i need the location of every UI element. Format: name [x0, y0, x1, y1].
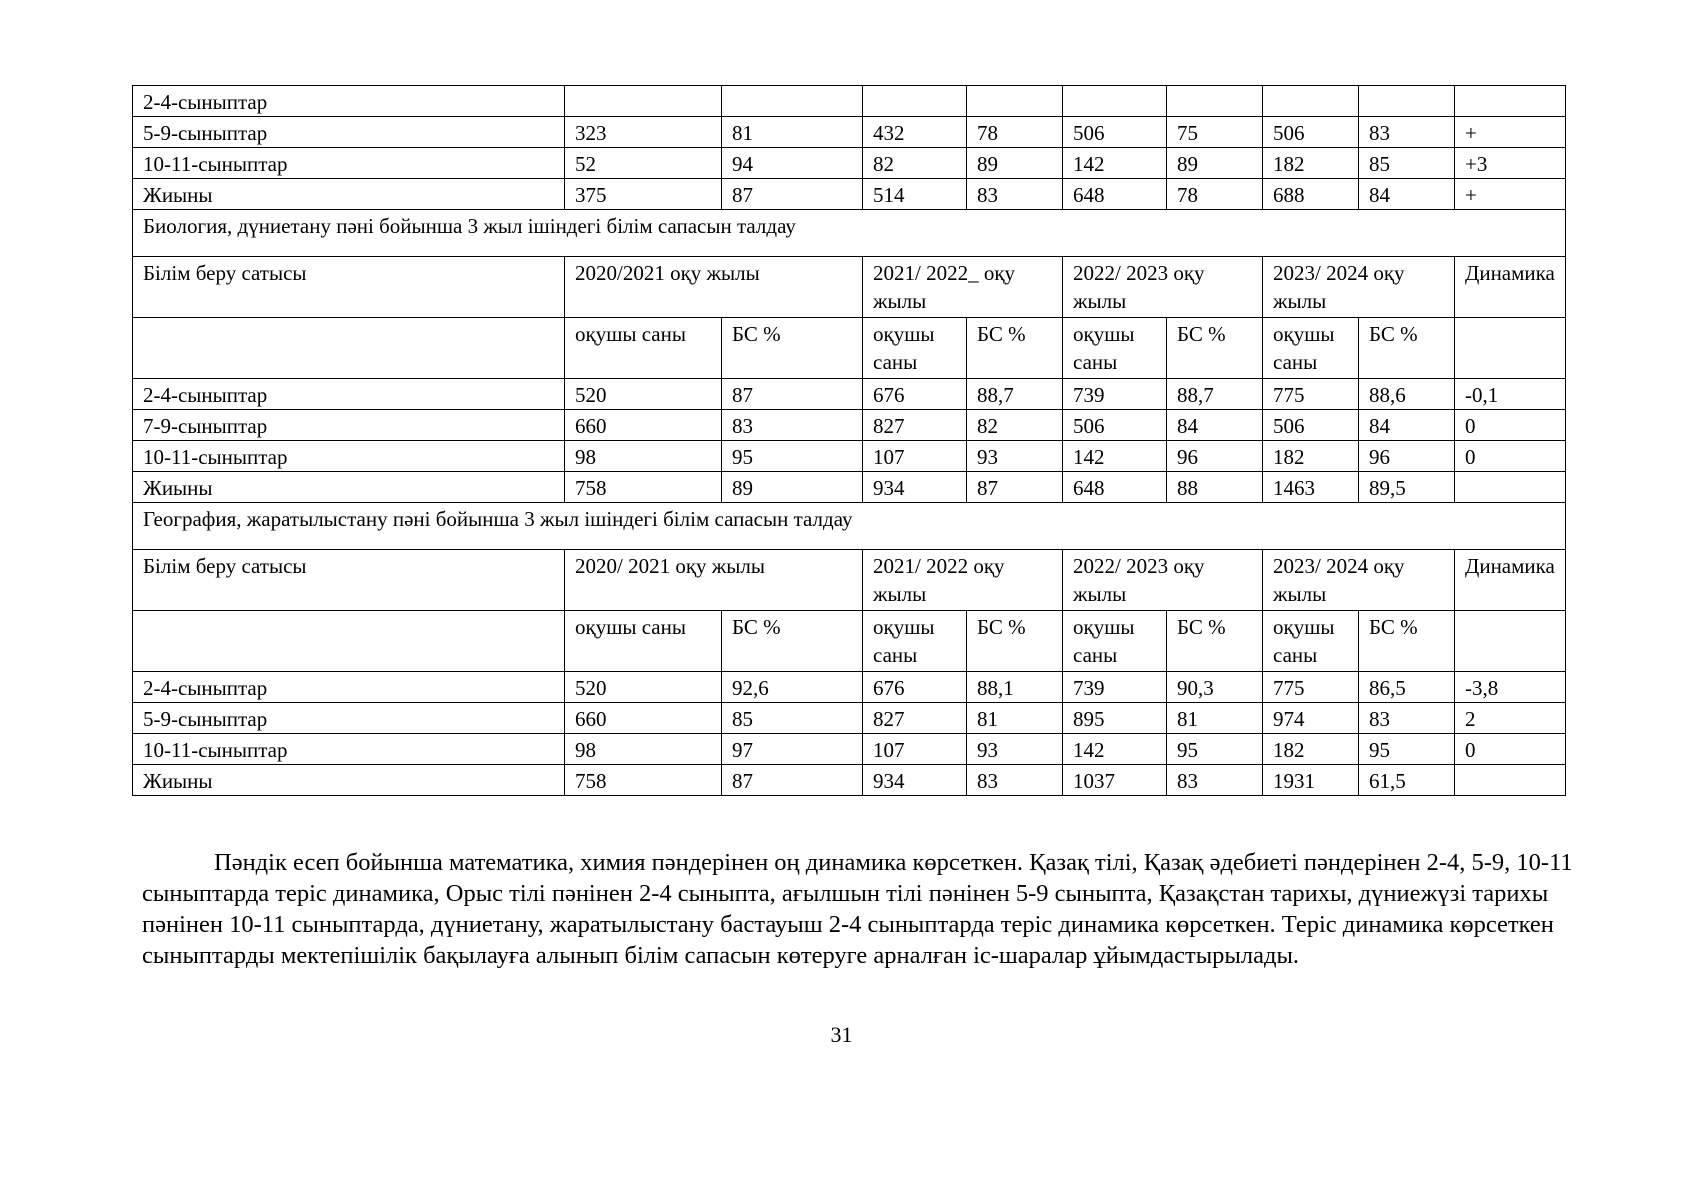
value-cell: 506 — [1263, 410, 1359, 441]
value-cell: 83 — [1359, 703, 1455, 734]
table-row — [133, 703, 1566, 734]
value-cell: 323 — [565, 117, 722, 148]
year-header: 2020/2021 оқу жылы — [565, 257, 863, 318]
value-cell: 758 — [565, 765, 722, 796]
subheader: БС % — [722, 611, 863, 672]
stage-header: Білім беру сатысы — [133, 257, 565, 318]
value-cell: + — [1455, 179, 1566, 210]
year-header: 2020/ 2021 оқу жылы — [565, 550, 863, 611]
value-cell: 85 — [722, 703, 863, 734]
row-label-cell: 5-9-сыныптар — [133, 117, 565, 148]
value-cell — [1359, 86, 1455, 117]
section-title-row — [133, 503, 1566, 550]
value-cell: 676 — [863, 672, 967, 703]
value-cell: 89 — [722, 472, 863, 503]
value-cell: 98 — [565, 441, 722, 472]
summary-paragraph: Пәндік есеп бойынша математика, химия пәндерінен оң динамика көрсеткен. Қазақ тілі, Қазақ әдебиеті пәндерінен 2-4, 5-9, 10-11 сыныптарда теріс динамика, Орыс тілі пәнінен 2-4 сыныпта, ағылшын тілі пәнінен 5-9 сыныпта, Қазақстан тарихы, дүниежүзі тарихы пәнінен 10-11 сыныптарда, дүниетану, жаратылыстану бастауыш 2-4 сыныптарда теріс динамика көрсеткен. Теріс динамика көрсеткен сыныптарды мектепішілік бақылауға алынып білім сапасын көтеруге арналған іс-шаралар ұйымдастырылады. — [142, 849, 1573, 969]
value-cell: 87 — [722, 179, 863, 210]
empty-cell — [1455, 318, 1566, 379]
value-cell: 827 — [863, 703, 967, 734]
value-cell: 82 — [863, 148, 967, 179]
value-cell: 660 — [565, 703, 722, 734]
subheader: БС % — [967, 611, 1063, 672]
value-cell: 1037 — [1063, 765, 1167, 796]
value-cell: 87 — [722, 765, 863, 796]
value-cell: 648 — [1063, 472, 1167, 503]
value-cell — [565, 86, 722, 117]
value-cell: 83 — [967, 765, 1063, 796]
value-cell: 84 — [1359, 410, 1455, 441]
value-cell: 88,7 — [967, 379, 1063, 410]
subheader-row — [133, 318, 1566, 379]
row-label-cell: 7-9-сыныптар — [133, 410, 565, 441]
row-label-cell: 5-9-сыныптар — [133, 703, 565, 734]
dynamics-header: Динамика — [1455, 257, 1566, 318]
value-cell: 90,3 — [1167, 672, 1263, 703]
table-row — [133, 765, 1566, 796]
value-cell: 83 — [967, 179, 1063, 210]
value-cell — [863, 86, 967, 117]
year-header-row — [133, 257, 1566, 318]
value-cell — [1063, 86, 1167, 117]
year-header: 2021/ 2022_ оқу жылы — [863, 257, 1063, 318]
value-cell — [1455, 765, 1566, 796]
value-cell — [1167, 86, 1263, 117]
value-cell: 96 — [1359, 441, 1455, 472]
table-row — [133, 179, 1566, 210]
value-cell: -3,8 — [1455, 672, 1566, 703]
subheader: БС % — [1167, 318, 1263, 379]
empty-cell — [1455, 611, 1566, 672]
value-cell: 934 — [863, 472, 967, 503]
value-cell: 827 — [863, 410, 967, 441]
subheader: БС % — [1359, 611, 1455, 672]
value-cell: 84 — [1167, 410, 1263, 441]
value-cell — [1455, 472, 1566, 503]
value-cell: + — [1455, 117, 1566, 148]
row-label-cell: Жиыны — [133, 472, 565, 503]
value-cell: 93 — [967, 441, 1063, 472]
year-header: 2023/ 2024 оқу жылы — [1263, 257, 1455, 318]
value-cell: 97 — [722, 734, 863, 765]
value-cell: 61,5 — [1359, 765, 1455, 796]
subheader: оқушы саны — [1063, 611, 1167, 672]
value-cell: 520 — [565, 672, 722, 703]
value-cell: 88 — [1167, 472, 1263, 503]
value-cell: 98 — [565, 734, 722, 765]
analysis-table — [132, 85, 1566, 796]
value-cell: 83 — [722, 410, 863, 441]
value-cell: 739 — [1063, 379, 1167, 410]
value-cell: 87 — [967, 472, 1063, 503]
value-cell: 0 — [1455, 734, 1566, 765]
value-cell: 95 — [1359, 734, 1455, 765]
value-cell: 93 — [967, 734, 1063, 765]
table-row — [133, 472, 1566, 503]
year-header-row — [133, 550, 1566, 611]
table-row — [133, 734, 1566, 765]
value-cell: 142 — [1063, 734, 1167, 765]
value-cell: +3 — [1455, 148, 1566, 179]
row-label-cell: 10-11-сыныптар — [133, 148, 565, 179]
value-cell: 89,5 — [1359, 472, 1455, 503]
value-cell: 89 — [967, 148, 1063, 179]
value-cell: 520 — [565, 379, 722, 410]
value-cell: 81 — [967, 703, 1063, 734]
year-header: 2023/ 2024 оқу жылы — [1263, 550, 1455, 611]
value-cell: 81 — [1167, 703, 1263, 734]
value-cell: 514 — [863, 179, 967, 210]
analysis-table-body — [133, 86, 1566, 796]
value-cell: 89 — [1167, 148, 1263, 179]
value-cell — [1455, 86, 1566, 117]
value-cell: 78 — [1167, 179, 1263, 210]
value-cell: 182 — [1263, 734, 1359, 765]
year-header: 2022/ 2023 оқу жылы — [1063, 550, 1263, 611]
value-cell: 83 — [1167, 765, 1263, 796]
value-cell: 86,5 — [1359, 672, 1455, 703]
value-cell: 739 — [1063, 672, 1167, 703]
value-cell: 974 — [1263, 703, 1359, 734]
value-cell: 96 — [1167, 441, 1263, 472]
stage-header: Білім беру сатысы — [133, 550, 565, 611]
value-cell: 432 — [863, 117, 967, 148]
value-cell — [967, 86, 1063, 117]
value-cell: 107 — [863, 441, 967, 472]
value-cell: 506 — [1063, 117, 1167, 148]
value-cell: 85 — [1359, 148, 1455, 179]
value-cell: 52 — [565, 148, 722, 179]
table-row — [133, 410, 1566, 441]
value-cell: 2 — [1455, 703, 1566, 734]
table-row — [133, 672, 1566, 703]
row-label-cell: 10-11-сыныптар — [133, 734, 565, 765]
subheader: оқушы саны — [863, 611, 967, 672]
row-label-cell: 2-4-сыныптар — [133, 672, 565, 703]
value-cell: 78 — [967, 117, 1063, 148]
value-cell: 182 — [1263, 148, 1359, 179]
value-cell: 648 — [1063, 179, 1167, 210]
value-cell: 88,1 — [967, 672, 1063, 703]
value-cell: 895 — [1063, 703, 1167, 734]
section-title-row — [133, 210, 1566, 257]
value-cell: 75 — [1167, 117, 1263, 148]
value-cell: 107 — [863, 734, 967, 765]
subheader: оқушы саны — [565, 318, 722, 379]
value-cell: 82 — [967, 410, 1063, 441]
value-cell: 775 — [1263, 379, 1359, 410]
value-cell: 676 — [863, 379, 967, 410]
value-cell: 375 — [565, 179, 722, 210]
value-cell: 87 — [722, 379, 863, 410]
row-label-cell: 2-4-сыныптар — [133, 86, 565, 117]
value-cell: 1931 — [1263, 765, 1359, 796]
year-header: 2022/ 2023 оқу жылы — [1063, 257, 1263, 318]
value-cell: 92,6 — [722, 672, 863, 703]
page-number: 31 — [830, 1022, 853, 1047]
value-cell: 88,6 — [1359, 379, 1455, 410]
subheader: оқушы саны — [565, 611, 722, 672]
value-cell: 0 — [1455, 441, 1566, 472]
section-title: Биология, дүниетану пәні бойынша 3 жыл ішіндегі білім сапасын талдау — [133, 210, 1566, 257]
value-cell: 95 — [1167, 734, 1263, 765]
subheader: БС % — [1167, 611, 1263, 672]
row-label-cell: 2-4-сыныптар — [133, 379, 565, 410]
value-cell: 758 — [565, 472, 722, 503]
empty-cell — [133, 611, 565, 672]
table-row — [133, 117, 1566, 148]
section-title: География, жаратылыстану пәні бойынша 3 жыл ішіндегі білім сапасын талдау — [133, 503, 1566, 550]
subheader: БС % — [722, 318, 863, 379]
table-row — [133, 379, 1566, 410]
value-cell: 506 — [1263, 117, 1359, 148]
value-cell: 775 — [1263, 672, 1359, 703]
subheader-row — [133, 611, 1566, 672]
value-cell: 142 — [1063, 441, 1167, 472]
value-cell: 934 — [863, 765, 967, 796]
row-label-cell: Жиыны — [133, 765, 565, 796]
value-cell: 88,7 — [1167, 379, 1263, 410]
value-cell: 0 — [1455, 410, 1566, 441]
subheader: оқушы саны — [863, 318, 967, 379]
dynamics-header: Динамика — [1455, 550, 1566, 611]
subheader: БС % — [967, 318, 1063, 379]
value-cell: -0,1 — [1455, 379, 1566, 410]
row-label-cell: Жиыны — [133, 179, 565, 210]
table-row — [133, 148, 1566, 179]
empty-cell — [133, 318, 565, 379]
value-cell — [1263, 86, 1359, 117]
value-cell: 182 — [1263, 441, 1359, 472]
value-cell: 83 — [1359, 117, 1455, 148]
year-header: 2021/ 2022 оқу жылы — [863, 550, 1063, 611]
subheader: оқушы саны — [1263, 318, 1359, 379]
subheader: оқушы саны — [1263, 611, 1359, 672]
value-cell: 84 — [1359, 179, 1455, 210]
value-cell: 95 — [722, 441, 863, 472]
value-cell: 688 — [1263, 179, 1359, 210]
table-row — [133, 86, 1566, 117]
value-cell: 81 — [722, 117, 863, 148]
subheader: оқушы саны — [1063, 318, 1167, 379]
value-cell: 506 — [1063, 410, 1167, 441]
row-label-cell: 10-11-сыныптар — [133, 441, 565, 472]
table-row — [133, 441, 1566, 472]
value-cell: 94 — [722, 148, 863, 179]
value-cell: 660 — [565, 410, 722, 441]
value-cell: 142 — [1063, 148, 1167, 179]
value-cell: 1463 — [1263, 472, 1359, 503]
value-cell — [722, 86, 863, 117]
subheader: БС % — [1359, 318, 1455, 379]
